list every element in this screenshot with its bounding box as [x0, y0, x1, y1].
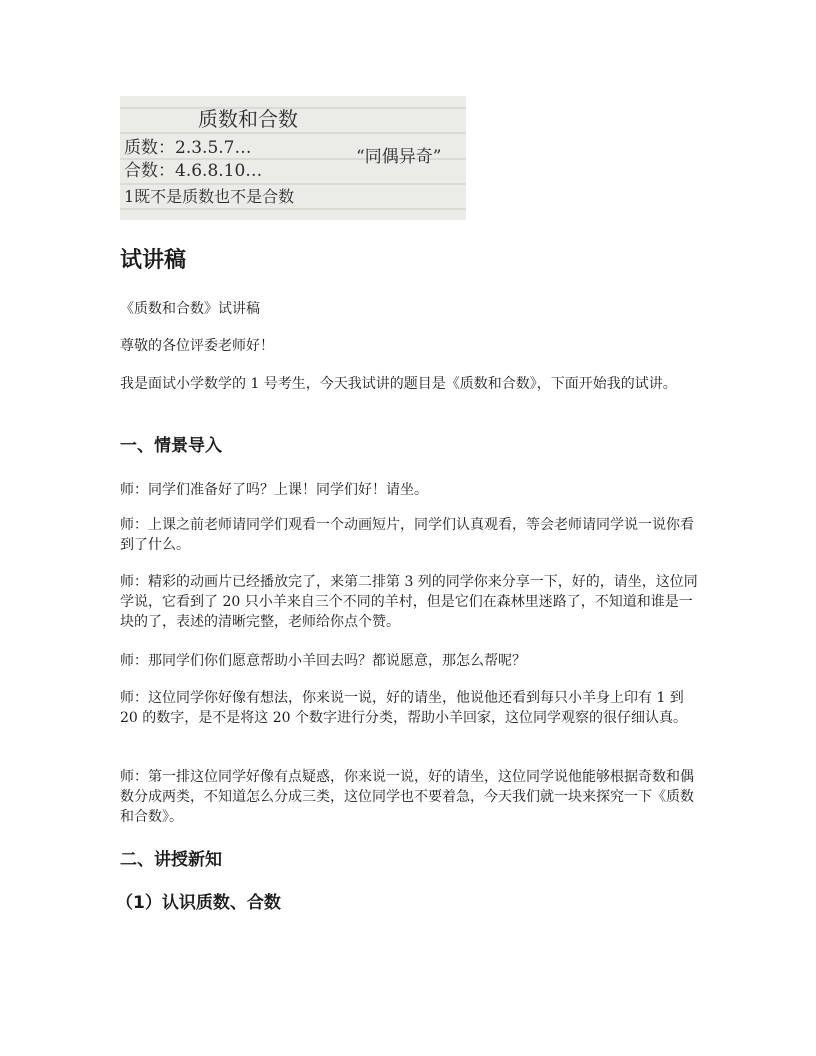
notes-heading: 质数和合数 — [198, 107, 298, 131]
paragraph-6: 师：第一排这位同学好像有点疑惑，你来说一说，好的请坐，这位同学说他能够根据奇数和偶数分成两类，不知道怎么分成三类，这位同学也不要着急，今天我们就一块来探究一下《质数和合数》。 — [120, 769, 694, 825]
section-heading-new-knowledge: 二、讲授新知 — [120, 850, 222, 870]
intro-paragraph: 我是面试小学数学的 1 号考生，今天我试讲的题目是《质数和合数》，下面开始我的试讲。 — [120, 376, 677, 392]
paragraph-5: 师：这位同学你好像有想法，你来说一说，好的请坐，他说他还看到每只小羊身上印有 1 到 20 的数字，是不是将这 20 个数字进行分类，帮助小羊回家，这位同学观察的很仔细认真。 — [120, 690, 687, 726]
notebook-paper — [120, 96, 466, 220]
notes-line-composite: 合数：4.6.8.10… — [124, 161, 263, 181]
subtitle: 《质数和合数》试讲稿 — [120, 301, 260, 317]
notes-line-one: 1既不是质数也不是合数 — [124, 187, 295, 206]
notes-aside: “同偶异奇” — [356, 147, 442, 167]
subsection-heading: （1）认识质数、合数 — [116, 893, 281, 913]
paragraph-2: 师：上课之前老师请同学们观看一个动画短片，同学们认真观看，等会老师请同学说一说你看到了什么。 — [120, 517, 694, 553]
section-heading-intro: 一、情景导入 — [120, 436, 222, 456]
page-title: 试讲稿 — [120, 248, 187, 273]
handwritten-notes-photo — [120, 96, 466, 220]
paragraph-4: 师：那同学们你们愿意帮助小羊回去吗？都说愿意，那怎么帮呢？ — [120, 653, 526, 669]
notes-line-prime: 质数：2.3.5.7… — [124, 138, 252, 158]
paragraph-3: 师：精彩的动画片已经播放完了，来第二排第 3 列的同学你来分享一下，好的，请坐，这位同学说，它看到了 20 只小羊来自三个不同的羊村，但是它们在森林里迷路了，不知道和谁是一块的了，表述的清晰完整，老师给你点个赞。 — [120, 574, 698, 630]
greeting: 尊敬的各位评委老师好！ — [120, 338, 274, 354]
paragraph-1: 师：同学们准备好了吗？上课！同学们好！请坐。 — [120, 482, 428, 498]
